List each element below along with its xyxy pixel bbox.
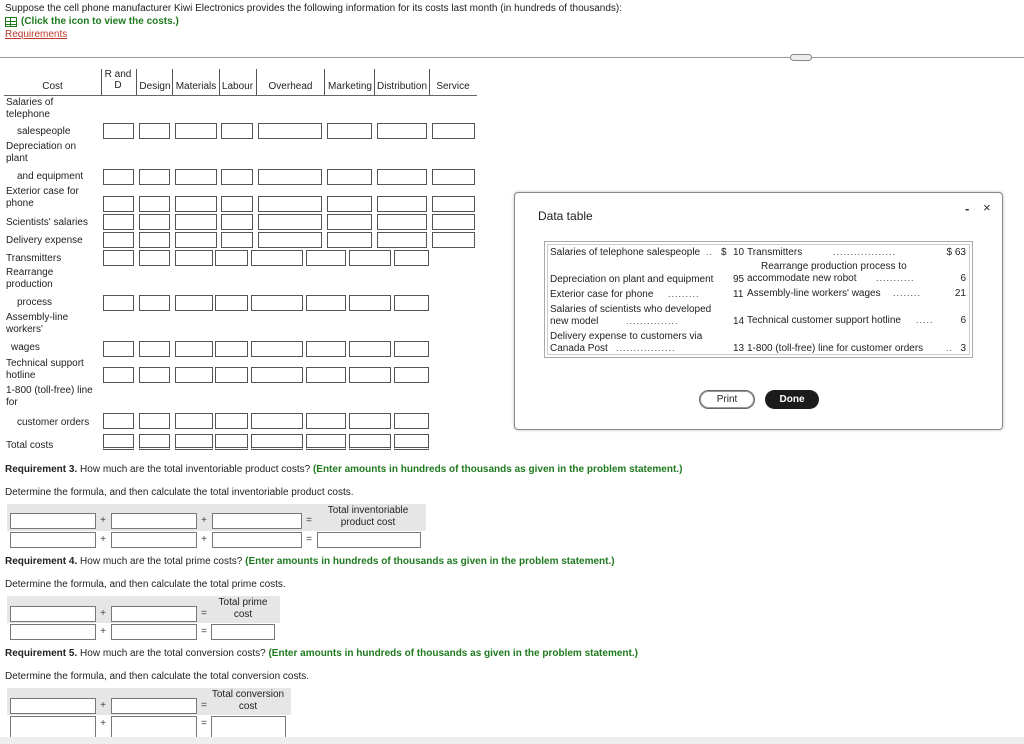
cell-input[interactable] <box>215 250 248 266</box>
cell-input[interactable] <box>175 367 213 383</box>
cell-input[interactable] <box>139 295 170 311</box>
cell-input[interactable] <box>394 341 429 357</box>
col-sep <box>172 69 173 95</box>
item-tollfree-line: 1-800 (toll-free) line for customer orders <box>747 343 924 354</box>
row-label-telephone-salaries: Salaries of telephone salespeople <box>6 97 71 137</box>
col-sep <box>136 69 137 95</box>
cell-input[interactable] <box>103 341 134 357</box>
col-header-service: Service <box>436 81 470 92</box>
done-button[interactable]: Done <box>765 390 819 409</box>
leader-dots: ................. <box>616 343 676 353</box>
req3-term1-input[interactable] <box>10 513 96 529</box>
item-telephone-salaries: Salaries of telephone salespeople <box>550 247 701 258</box>
data-table-popup <box>514 192 1003 430</box>
req3-instruction: Determine the formula, and then calculate the total inventoriable product costs. <box>5 487 354 498</box>
cell-input[interactable] <box>221 232 253 248</box>
req5-result-label: Total conversion cost <box>207 689 289 713</box>
cell-input[interactable] <box>377 214 427 230</box>
req4-result-input[interactable] <box>211 624 275 640</box>
cell-input[interactable] <box>394 250 429 266</box>
cell-input[interactable] <box>221 196 253 212</box>
equals-sign: = <box>306 534 312 545</box>
req3-term2-input[interactable] <box>111 513 197 529</box>
cell-input[interactable] <box>139 250 170 266</box>
value-support-hotline: 6 <box>960 315 966 326</box>
minimize-icon[interactable]: - <box>965 201 970 216</box>
equals-sign: = <box>201 626 207 637</box>
cell-input[interactable] <box>377 196 427 212</box>
cell-input[interactable] <box>103 367 134 383</box>
item-rearrange-production: Rearrange production process to accommodate new robot <box>747 261 907 284</box>
leader-dots: ..... <box>916 315 934 325</box>
col-header-design: Design <box>139 81 171 92</box>
col-sep <box>429 69 430 95</box>
cell-input[interactable] <box>432 123 475 139</box>
cell-input[interactable] <box>327 169 372 185</box>
cell-input[interactable] <box>175 169 217 185</box>
cell-input[interactable] <box>215 413 248 429</box>
req5-instruction: Determine the formula, and then calculate the total conversion costs. <box>5 671 310 682</box>
cell-input[interactable] <box>139 367 170 383</box>
cell-input[interactable] <box>258 214 322 230</box>
cell-input[interactable] <box>103 169 134 185</box>
requirements-link[interactable]: Requirements <box>5 29 68 40</box>
value-depreciation: 95 <box>733 274 745 285</box>
cell-input[interactable] <box>251 295 303 311</box>
row-label-rearrange-production: Rearrange production process <box>6 267 54 308</box>
col-header-marketing: Marketing <box>328 81 372 92</box>
cell-input[interactable] <box>377 123 427 139</box>
cell-input[interactable] <box>215 367 248 383</box>
req3-value1-input[interactable] <box>10 532 96 548</box>
col-sep <box>101 69 102 95</box>
req5-value2-input[interactable] <box>111 716 197 737</box>
row-label-depreciation: Depreciation on plant and equipment <box>6 141 84 182</box>
req5-term1-input[interactable] <box>10 698 96 714</box>
table-icon[interactable] <box>5 17 17 27</box>
col-sep <box>374 69 375 95</box>
value-transmitters: $ 63 <box>946 247 966 258</box>
cell-input[interactable] <box>175 196 217 212</box>
total-input[interactable] <box>394 434 429 450</box>
item-support-hotline: Technical customer support hotline <box>747 315 901 326</box>
cell-input[interactable] <box>251 413 303 429</box>
cell-input[interactable] <box>258 232 322 248</box>
cell-input[interactable] <box>139 214 170 230</box>
cell-input[interactable] <box>251 250 303 266</box>
row-label-delivery-expense: Delivery expense <box>6 235 83 246</box>
cell-input[interactable] <box>306 341 346 357</box>
total-input[interactable] <box>103 434 134 450</box>
close-icon[interactable]: × <box>983 200 991 215</box>
col-sep <box>324 69 325 95</box>
plus-sign: + <box>201 534 207 545</box>
equals-sign: = <box>201 608 207 619</box>
cell-input[interactable] <box>215 341 248 357</box>
req4-term1-input[interactable] <box>10 606 96 622</box>
total-input[interactable] <box>349 434 391 450</box>
value-exterior-case: 11 <box>733 289 744 300</box>
value-rearrange-production: 6 <box>960 273 966 284</box>
col-sep <box>256 69 257 95</box>
cell-input[interactable] <box>175 413 213 429</box>
col-header-overhead: Overhead <box>268 81 313 92</box>
cell-input[interactable] <box>349 295 391 311</box>
req5-question: Requirement 5. How much are the total conversion costs? (Enter amounts in hundreds of thousands as given in the problem statement.) <box>5 648 638 659</box>
row-label-total-costs: Total costs <box>6 440 54 451</box>
item-delivery-expense: Delivery expense to customers via Canada Post <box>550 331 703 354</box>
equals-sign: = <box>306 515 312 526</box>
item-depreciation: Depreciation on plant and equipment <box>550 274 714 285</box>
cell-input[interactable] <box>258 123 322 139</box>
cell-input[interactable] <box>215 295 248 311</box>
leader-dots: .. <box>946 343 954 353</box>
req4-question: Requirement 4. How much are the total prime costs? (Enter amounts in hundreds of thousands as given in the problem statement.) <box>5 556 615 567</box>
resize-handle[interactable] <box>790 54 812 61</box>
req4-value1-input[interactable] <box>10 624 96 640</box>
cell-input[interactable] <box>103 214 134 230</box>
cell-input[interactable] <box>139 196 170 212</box>
cost-table <box>0 64 480 456</box>
cell-input[interactable] <box>221 169 253 185</box>
data-table-inner <box>547 244 970 355</box>
cell-input[interactable] <box>221 123 253 139</box>
cell-input[interactable] <box>306 295 346 311</box>
print-button[interactable]: Print <box>699 390 755 409</box>
plus-sign: + <box>100 718 106 729</box>
view-costs-link[interactable] <box>5 16 179 27</box>
req3-question: Requirement 3. How much are the total inventoriable product costs? (Enter amounts in hundreds of thousands as given in the problem statement.) <box>5 464 683 475</box>
cell-input[interactable] <box>258 169 322 185</box>
cell-input[interactable] <box>103 196 134 212</box>
cell-input[interactable] <box>175 250 213 266</box>
data-table-box <box>544 241 973 358</box>
total-input[interactable] <box>175 434 213 450</box>
total-input[interactable] <box>251 434 303 450</box>
cell-input[interactable] <box>139 341 170 357</box>
cell-input[interactable] <box>258 196 322 212</box>
cell-input[interactable] <box>175 123 217 139</box>
col-header-labour: Labour <box>221 81 254 92</box>
cell-input[interactable] <box>327 214 372 230</box>
leader-dots: ......... <box>668 289 700 299</box>
cell-input[interactable] <box>432 169 475 185</box>
equals-sign: = <box>201 718 207 729</box>
cell-input[interactable] <box>306 367 346 383</box>
cell-input[interactable] <box>349 413 391 429</box>
dollar-sign: $ <box>721 247 727 258</box>
plus-sign: + <box>100 608 106 619</box>
item-scientists-salaries: Salaries of scientists who developed new model <box>550 304 712 327</box>
leader-dots: ............... <box>626 316 679 326</box>
cell-input[interactable] <box>327 123 372 139</box>
total-input[interactable] <box>139 434 170 450</box>
cell-input[interactable] <box>175 232 217 248</box>
req3-term3-input[interactable] <box>212 513 302 529</box>
col-header-distribution: Distribution <box>376 81 428 92</box>
cell-input[interactable] <box>349 250 391 266</box>
col-header-materials: Materials <box>175 81 217 92</box>
item-assembly-wages: Assembly-line workers' wages <box>747 288 881 299</box>
header-rule <box>4 95 477 96</box>
cell-input[interactable] <box>103 413 134 429</box>
cell-input[interactable] <box>221 214 253 230</box>
cell-input[interactable] <box>251 341 303 357</box>
row-label-tollfree-line: 1-800 (toll-free) line for customer orders <box>6 385 93 428</box>
value-scientists-salaries: 14 <box>733 316 745 327</box>
req5-term2-input[interactable] <box>111 698 197 714</box>
leader-dots: ........ <box>893 288 922 298</box>
cell-input[interactable] <box>327 196 372 212</box>
cell-input[interactable] <box>306 413 346 429</box>
leader-dots: .. <box>706 247 714 257</box>
row-label-assembly-wages: Assembly-line workers' wages <box>6 312 69 353</box>
col-header-cost: Cost <box>42 81 63 92</box>
req5-value1-input[interactable] <box>10 716 96 737</box>
row-label-support-hotline: Technical support hotline <box>6 358 84 381</box>
leader-dots: ........... <box>876 273 915 283</box>
popup-title: Data table <box>538 209 593 223</box>
cell-input[interactable] <box>103 232 134 248</box>
cell-input[interactable] <box>251 367 303 383</box>
req4-result-label: Total prime cost <box>208 597 278 621</box>
plus-sign: + <box>100 700 106 711</box>
cell-input[interactable] <box>394 295 429 311</box>
section-divider <box>0 57 1024 58</box>
equals-sign: = <box>201 700 207 711</box>
plus-sign: + <box>201 515 207 526</box>
cell-input[interactable] <box>103 295 134 311</box>
cell-input[interactable] <box>394 413 429 429</box>
value-tollfree-line: 3 <box>960 343 966 354</box>
cell-input[interactable] <box>139 169 170 185</box>
cell-input[interactable] <box>377 232 427 248</box>
req3-value3-input[interactable] <box>212 532 302 548</box>
cell-input[interactable] <box>103 123 134 139</box>
cell-input[interactable] <box>139 413 170 429</box>
value-telephone-salaries: 10 <box>733 247 745 258</box>
cell-input[interactable] <box>394 367 429 383</box>
cell-input[interactable] <box>306 250 346 266</box>
cell-input[interactable] <box>432 232 475 248</box>
problem-intro: Suppose the cell phone manufacturer Kiwi Electronics provides the following information for its costs last month (in hundreds of thousands): <box>5 3 622 14</box>
row-label-scientists-salaries: Scientists' salaries <box>6 217 88 228</box>
bottom-scroll-bar <box>0 737 1024 744</box>
row-label-transmitters: Transmitters <box>6 253 62 264</box>
req5-result-input[interactable] <box>211 716 286 737</box>
cell-input[interactable] <box>327 232 372 248</box>
row-label-exterior-case: Exterior case for phone <box>6 186 79 209</box>
plus-sign: + <box>100 534 106 545</box>
cell-input[interactable] <box>432 214 475 230</box>
cell-input[interactable] <box>139 232 170 248</box>
cell-input[interactable] <box>175 214 217 230</box>
leader-dots: .................. <box>833 247 897 257</box>
req3-result-input[interactable] <box>317 532 421 548</box>
req4-term2-input[interactable] <box>111 606 197 622</box>
value-delivery-expense: 13 <box>733 343 745 354</box>
cell-input[interactable] <box>377 169 427 185</box>
cell-input[interactable] <box>349 367 391 383</box>
col-header-r-and-d: R and D <box>104 69 132 91</box>
cell-input[interactable] <box>175 295 213 311</box>
col-sep <box>219 69 220 95</box>
req3-value2-input[interactable] <box>111 532 197 548</box>
total-input[interactable] <box>306 434 346 450</box>
value-assembly-wages: 21 <box>954 288 966 299</box>
cell-input[interactable] <box>432 196 475 212</box>
cell-input[interactable] <box>103 250 134 266</box>
cell-input[interactable] <box>139 123 170 139</box>
item-transmitters: Transmitters <box>747 247 803 258</box>
plus-sign: + <box>100 515 106 526</box>
cell-input[interactable] <box>349 341 391 357</box>
total-input[interactable] <box>215 434 248 450</box>
req4-instruction: Determine the formula, and then calculate the total prime costs. <box>5 579 286 590</box>
plus-sign: + <box>100 626 106 637</box>
req3-result-label: Total inventoriable product cost <box>318 505 418 529</box>
item-exterior-case: Exterior case for phone <box>550 289 654 300</box>
cell-input[interactable] <box>175 341 213 357</box>
req4-value2-input[interactable] <box>111 624 197 640</box>
view-costs-text[interactable]: (Click the icon to view the costs.) <box>21 16 179 27</box>
